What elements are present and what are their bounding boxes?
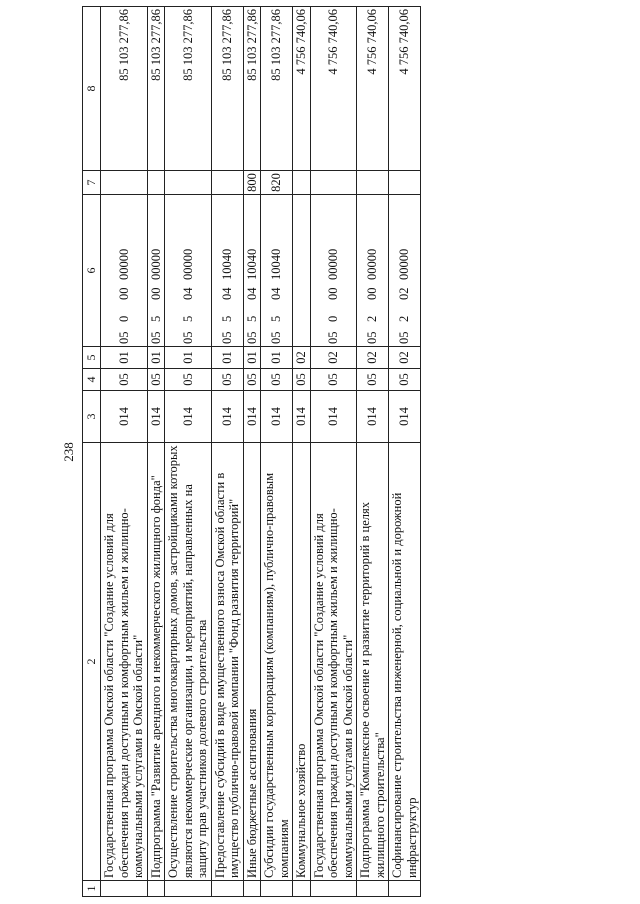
subsection-code: 01 xyxy=(101,347,148,369)
row-index-cell xyxy=(147,881,165,897)
target-article-part: 05 xyxy=(365,331,380,344)
table-row xyxy=(357,7,389,897)
amount: 4 756 740,06 xyxy=(357,7,389,171)
target-article-part: 00 xyxy=(326,287,340,300)
target-article-part: 00 xyxy=(116,287,131,300)
expense-type-code xyxy=(310,171,357,195)
table-row xyxy=(293,7,311,897)
table-row xyxy=(310,7,357,897)
item-name: Коммунальное хозяйство xyxy=(293,443,311,881)
grbs-code: 014 xyxy=(211,391,243,443)
item-name: Предоставление субсидий в виде имущественного взноса Омской области в имущество публично-правовой компании "Фонд развития территорий" xyxy=(211,443,243,881)
column-number: 3 xyxy=(83,391,101,443)
column-number: 8 xyxy=(83,7,101,171)
grbs-code: 014 xyxy=(357,391,389,443)
column-number: 1 xyxy=(83,881,101,897)
target-article-part: 05 xyxy=(116,331,131,344)
item-name: Подпрограмма "Комплексное освоение и развитие территорий в целях жилищного строительства" xyxy=(357,443,389,881)
target-article-part: 00000 xyxy=(180,248,195,280)
expense-type-code xyxy=(211,171,243,195)
subsection-code: 01 xyxy=(261,347,293,369)
table-row xyxy=(101,7,148,897)
target-article-part: 04 xyxy=(219,287,234,300)
target-article-code xyxy=(101,195,148,347)
column-number: 6 xyxy=(83,195,101,347)
subsection-code: 02 xyxy=(389,347,421,369)
expense-type-code xyxy=(293,171,311,195)
target-article-part: 10040 xyxy=(219,248,234,280)
target-article-code xyxy=(293,195,311,347)
subsection-code: 01 xyxy=(147,347,165,369)
target-article-part: 00 xyxy=(148,287,163,300)
page-number: 238 xyxy=(61,442,76,462)
subsection-code: 02 xyxy=(293,347,311,369)
table-body xyxy=(101,7,421,897)
amount: 85 103 277,86 xyxy=(261,7,293,171)
row-index-cell xyxy=(293,881,311,897)
target-article-code xyxy=(310,195,357,347)
target-article-part: 5 xyxy=(269,315,284,322)
expense-type-code xyxy=(389,171,421,195)
target-article-part: 00000 xyxy=(116,248,131,280)
table-row xyxy=(243,7,261,897)
column-number: 2 xyxy=(83,443,101,881)
subsection-code: 02 xyxy=(357,347,389,369)
target-article-part: 05 xyxy=(269,331,284,344)
grbs-code: 014 xyxy=(261,391,293,443)
target-article-part: 0 xyxy=(326,315,340,322)
target-article-code xyxy=(261,195,293,347)
row-index-cell xyxy=(243,881,261,897)
target-article-part: 00000 xyxy=(397,248,412,280)
target-article-part: 05 xyxy=(219,331,234,344)
section-code: 05 xyxy=(101,369,148,391)
row-index-cell xyxy=(101,881,148,897)
column-number: 7 xyxy=(83,171,101,195)
amount: 4 756 740,06 xyxy=(310,7,357,171)
grbs-code: 014 xyxy=(243,391,261,443)
target-article-part: 5 xyxy=(244,315,259,322)
target-article-part: 04 xyxy=(180,287,195,300)
grbs-code: 014 xyxy=(310,391,357,443)
table-row xyxy=(389,7,421,897)
column-number: 4 xyxy=(83,369,101,391)
expense-type-code: 800 xyxy=(243,171,261,195)
subsection-code: 01 xyxy=(211,347,243,369)
target-article-code xyxy=(389,195,421,347)
target-article-part: 05 xyxy=(148,331,163,344)
target-article-part: 05 xyxy=(326,331,340,344)
target-article-part: 00000 xyxy=(365,248,380,280)
target-article-code xyxy=(165,195,212,347)
item-name: Иные бюджетные ассигнования xyxy=(243,443,261,881)
expense-type-code: 820 xyxy=(261,171,293,195)
expense-type-code xyxy=(147,171,165,195)
target-article-part: 02 xyxy=(397,287,412,300)
target-article-part: 00000 xyxy=(148,248,163,280)
target-article-part: 00000 xyxy=(326,248,340,280)
target-article-part: 5 xyxy=(180,315,195,322)
grbs-code: 014 xyxy=(101,391,148,443)
target-article-part: 5 xyxy=(219,315,234,322)
table-row xyxy=(147,7,165,897)
target-article-code xyxy=(357,195,389,347)
budget-table xyxy=(82,6,421,897)
table-row xyxy=(261,7,293,897)
item-name: Государственная программа Омской области "Создание условий для обеспечения граждан доступным и комфортным жильем и жилищно-коммунальными услугами в Омской области" xyxy=(310,443,357,881)
target-article-part: 05 xyxy=(244,331,259,344)
amount: 85 103 277,86 xyxy=(101,7,148,171)
row-index-cell xyxy=(389,881,421,897)
amount: 85 103 277,86 xyxy=(165,7,212,171)
row-index-cell xyxy=(261,881,293,897)
target-article-part: 10040 xyxy=(269,248,284,280)
target-article-part: 05 xyxy=(397,331,412,344)
item-name: Субсидии государственным корпорациям (компаниям), публично-правовым компаниям xyxy=(261,443,293,881)
item-name: Софинансирование строительства инженерной, социальной и дорожной инфраструктур xyxy=(389,443,421,881)
target-article-part: 10040 xyxy=(244,248,259,280)
grbs-code: 014 xyxy=(165,391,212,443)
target-article-part: 2 xyxy=(397,315,412,322)
item-name: Подпрограмма "Развитие арендного и некоммерческого жилищного фонда" xyxy=(147,443,165,881)
section-code: 05 xyxy=(211,369,243,391)
target-article-code xyxy=(211,195,243,347)
amount: 85 103 277,86 xyxy=(211,7,243,171)
grbs-code: 014 xyxy=(389,391,421,443)
target-article-code xyxy=(243,195,261,347)
section-code: 05 xyxy=(389,369,421,391)
column-number-row xyxy=(83,7,101,897)
target-article-part: 05 xyxy=(180,331,195,344)
rotated-page xyxy=(60,7,600,897)
grbs-code: 014 xyxy=(293,391,311,443)
target-article-part: 0 xyxy=(116,315,131,322)
section-code: 05 xyxy=(310,369,357,391)
table-row xyxy=(211,7,243,897)
item-name: Осуществление строительства многоквартирных домов, застройщиками которых являются некоммерческие организации, и мероприятий, направленных на защиту прав участников долевого строительства xyxy=(165,443,212,881)
column-number: 5 xyxy=(83,347,101,369)
expense-type-code xyxy=(101,171,148,195)
target-article-part: 5 xyxy=(148,315,163,322)
section-code: 05 xyxy=(165,369,212,391)
section-code: 05 xyxy=(261,369,293,391)
amount: 85 103 277,86 xyxy=(147,7,165,171)
target-article-code xyxy=(147,195,165,347)
section-code: 05 xyxy=(243,369,261,391)
expense-type-code xyxy=(165,171,212,195)
target-article-part: 04 xyxy=(244,287,259,300)
section-code: 05 xyxy=(147,369,165,391)
amount: 85 103 277,86 xyxy=(243,7,261,171)
grbs-code: 014 xyxy=(147,391,165,443)
amount: 4 756 740,06 xyxy=(293,7,311,171)
row-index-cell xyxy=(165,881,212,897)
row-index-cell xyxy=(310,881,357,897)
subsection-code: 02 xyxy=(310,347,357,369)
subsection-code: 01 xyxy=(243,347,261,369)
subsection-code: 01 xyxy=(165,347,212,369)
expense-type-code xyxy=(357,171,389,195)
section-code: 05 xyxy=(293,369,311,391)
amount: 4 756 740,06 xyxy=(389,7,421,171)
row-index-cell xyxy=(211,881,243,897)
section-code: 05 xyxy=(357,369,389,391)
target-article-part: 2 xyxy=(365,315,380,322)
target-article-part: 04 xyxy=(269,287,284,300)
target-article-part: 00 xyxy=(365,287,380,300)
table-row xyxy=(165,7,212,897)
row-index-cell xyxy=(357,881,389,897)
item-name: Государственная программа Омской области "Создание условий для обеспечения граждан доступным и комфортным жильем и жилищно-коммунальными услугами в Омской области" xyxy=(101,443,148,881)
